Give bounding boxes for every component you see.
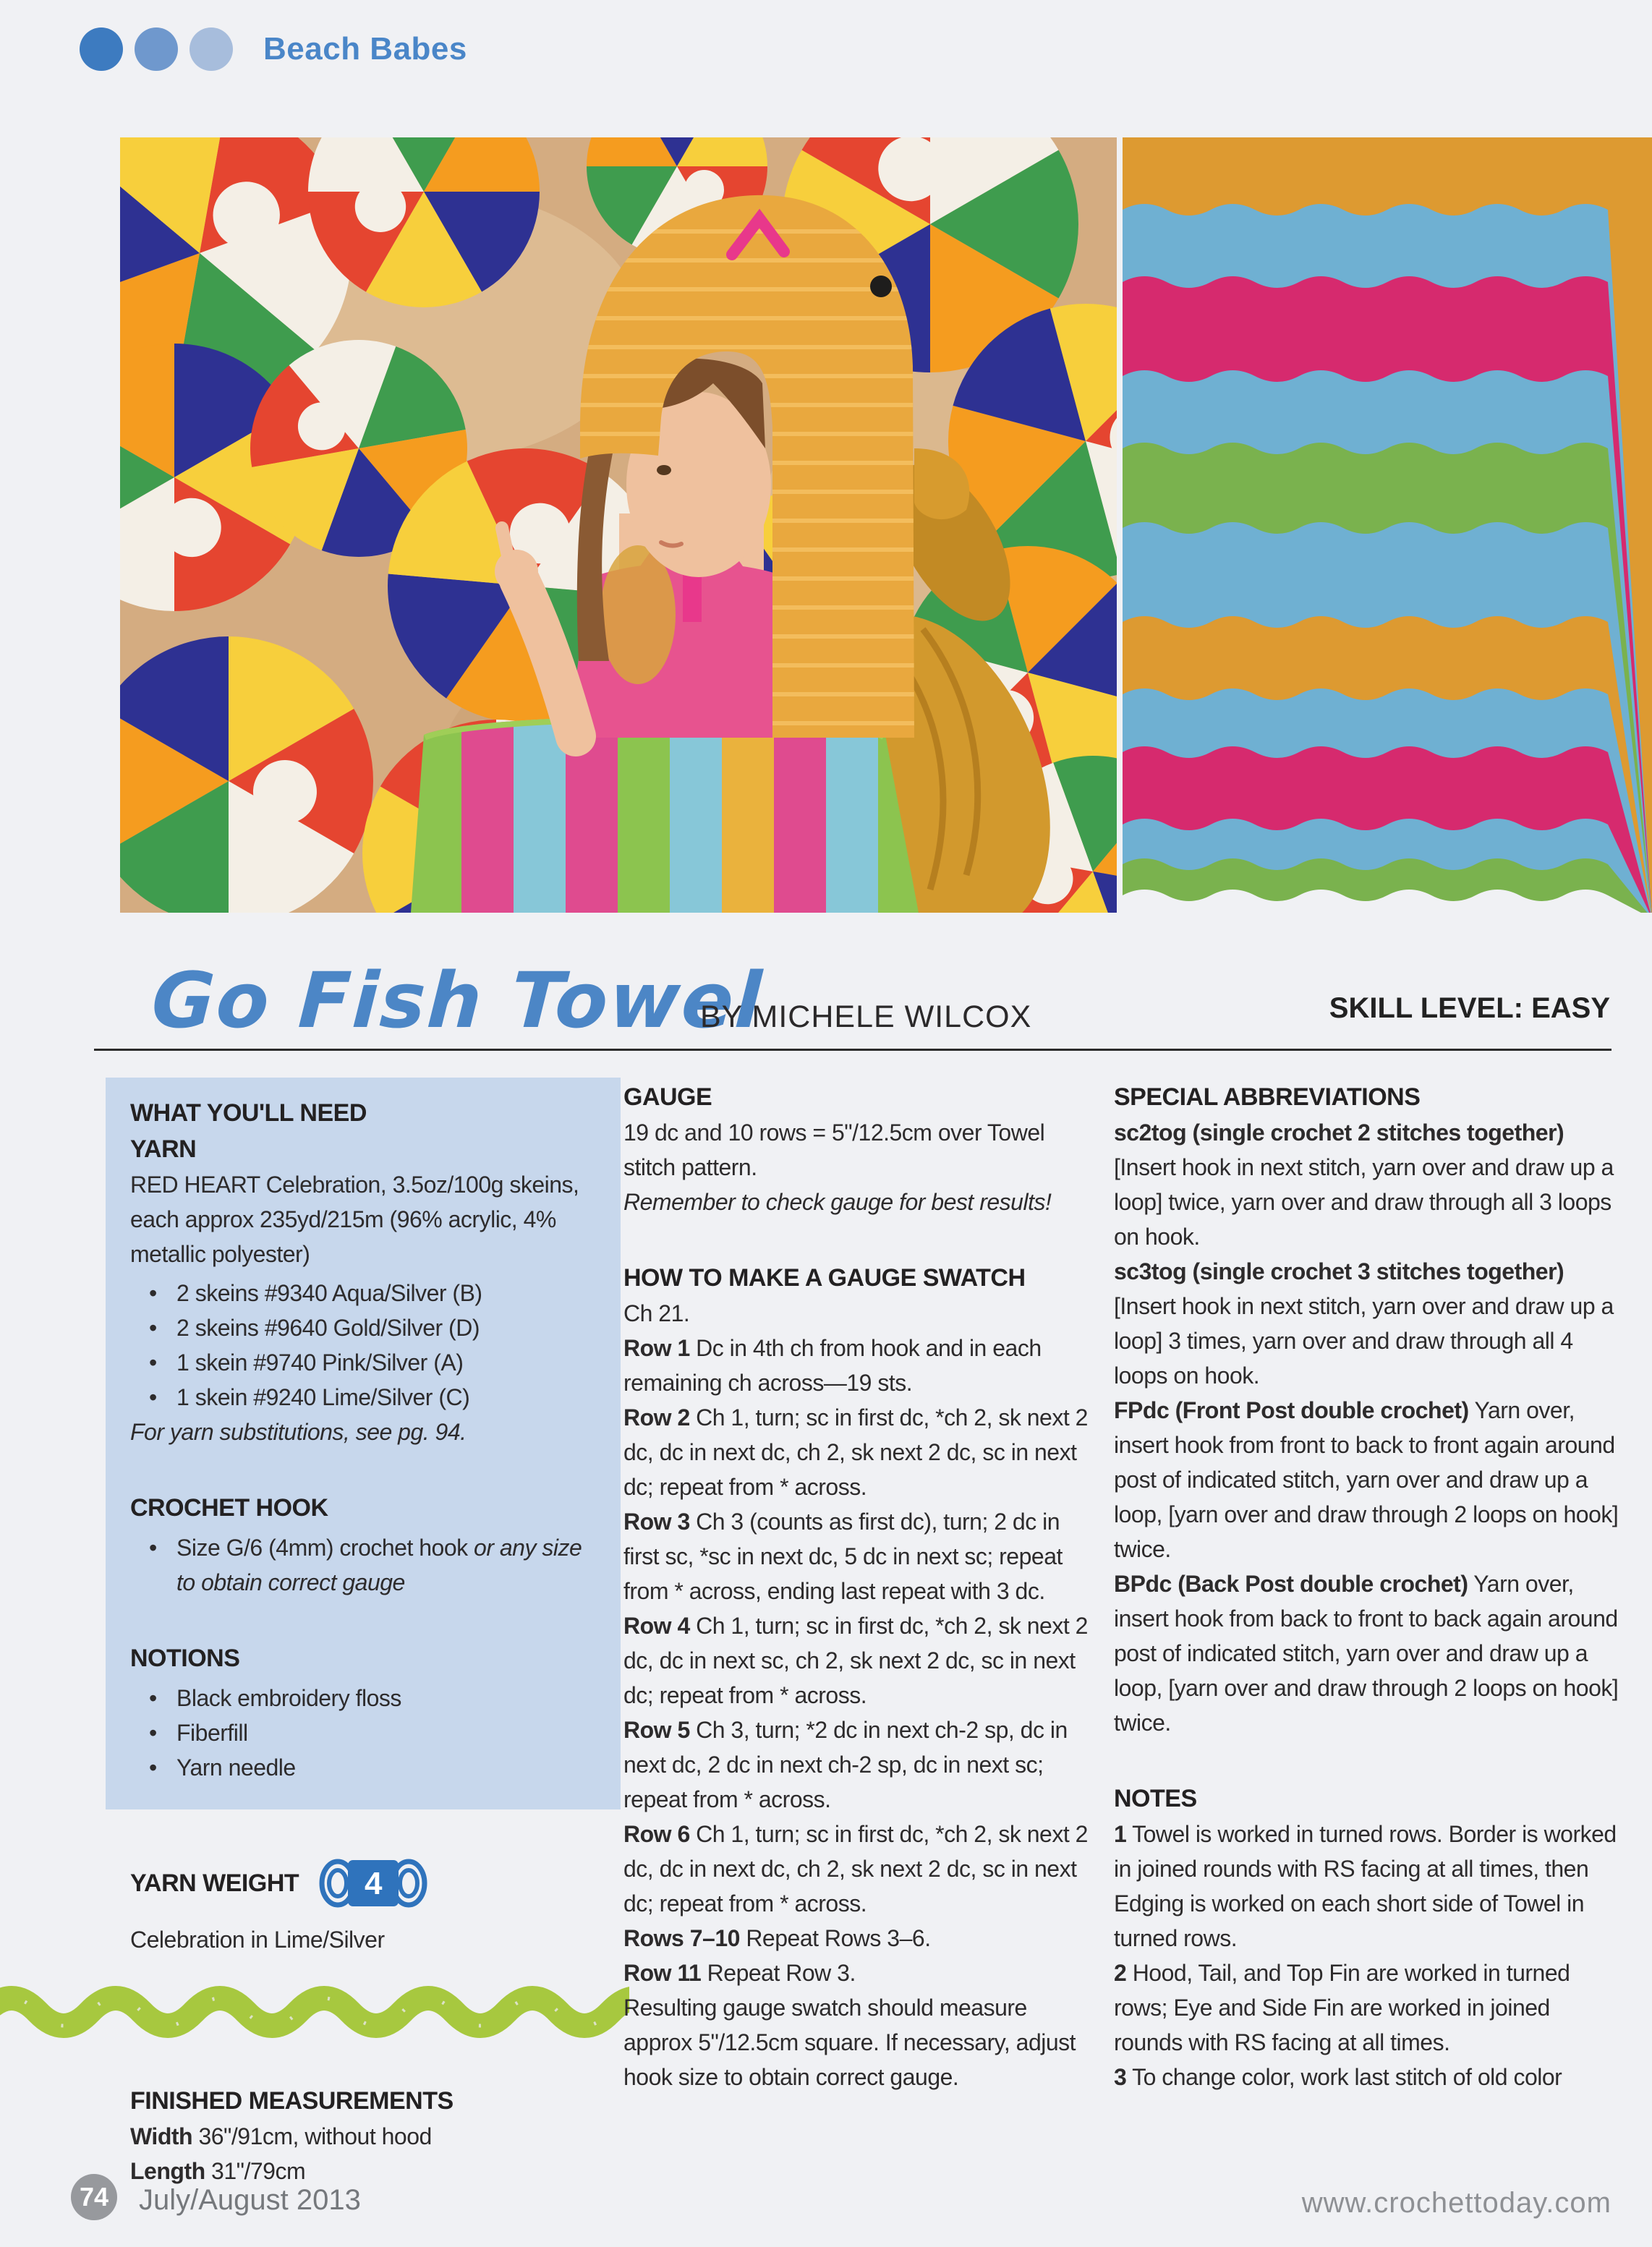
row-instruction xyxy=(623,1713,1099,1817)
row-label: Rows 7–10 xyxy=(623,1925,740,1951)
substitution-note: For yarn substitutions, see pg. 94. xyxy=(130,1419,467,1445)
note-item xyxy=(1114,2060,1622,2094)
length-label: Length xyxy=(130,2158,205,2184)
abbreviations-column xyxy=(1114,1079,1622,2094)
notions-list xyxy=(130,1681,596,1785)
gauge-text: 19 dc and 10 rows = 5"/12.5cm over Towel stitch pattern. xyxy=(623,1120,1045,1180)
swatch-heading: HOW TO MAKE A GAUGE SWATCH xyxy=(623,1264,1026,1292)
abbreviation-definition: [Insert hook in next stitch, yarn over and draw up a loop] 3 times, yarn over and draw through all 4 loops on hook. xyxy=(1114,1293,1614,1389)
row-text: Ch 1, turn; sc in first dc, *ch 2, sk next 2 dc, dc in next dc, ch 2, sk next 2 dc, sc in next dc; repeat from * across. xyxy=(623,1404,1088,1500)
row-label: Row 3 xyxy=(623,1509,690,1535)
note-item xyxy=(1114,1956,1622,2060)
photo-girl-fish-towel xyxy=(120,137,1117,913)
abbreviations-heading: SPECIAL ABBREVIATIONS xyxy=(1114,1083,1421,1111)
notions-heading: NOTIONS xyxy=(130,1645,240,1672)
abbreviation-term: sc3tog (single crochet 3 stitches together) xyxy=(1114,1258,1564,1284)
abbreviation-definition: [Insert hook in next stitch, yarn over and draw up a loop] twice, yarn over and draw through all 3 loops on hook. xyxy=(1114,1154,1614,1250)
swatch-intro: Ch 21. xyxy=(623,1300,690,1326)
row-label: Row 11 xyxy=(623,1960,702,1986)
section-header xyxy=(80,27,467,71)
abbreviation-item xyxy=(1114,1566,1622,1740)
row-instruction xyxy=(623,1956,1099,1990)
row-instruction xyxy=(623,1400,1099,1504)
page-title: Go Fish Towel xyxy=(149,956,765,1045)
skill-level: SKILL LEVEL: EASY xyxy=(1329,992,1610,1024)
header-dot-icon xyxy=(190,27,233,71)
hook-heading: CROCHET HOOK xyxy=(130,1494,328,1522)
measurements-heading: FINISHED MEASUREMENTS xyxy=(130,2087,454,2115)
width-value: 36"/91cm, without hood xyxy=(192,2123,432,2149)
abbreviation-definition: Yarn over, insert hook from front to back to front again around post of indicated stitch, yarn over and draw up a loop, [yarn over and draw through 2 loops on hook] twice. xyxy=(1114,1397,1619,1562)
note-item xyxy=(1114,1817,1622,1956)
yarn-weight-caption: Celebration in Lime/Silver xyxy=(130,1927,385,1953)
row-instruction xyxy=(623,1921,1099,1956)
girl-fish-towel-illustration xyxy=(120,137,1117,913)
abbreviation-term: BPdc (Back Post double crochet) xyxy=(1114,1571,1468,1597)
row-label: Row 4 xyxy=(623,1613,690,1639)
hook-item-italic: or any size to obtain correct gauge xyxy=(176,1535,582,1595)
yarn-weight-block xyxy=(130,1849,621,1918)
note-number: 3 xyxy=(1114,2064,1127,2090)
abbreviation-term: sc2tog (single crochet 2 stitches together) xyxy=(1114,1120,1564,1146)
row-text: Ch 1, turn; sc in first dc, *ch 2, sk next 2 dc, dc in next dc, ch 2, sk next 2 dc, sc in next dc; repeat from * across. xyxy=(623,1821,1088,1916)
notion-item: • Fiberfill xyxy=(176,1715,596,1750)
note-text: To change color, work last stitch of old color xyxy=(1126,2064,1562,2090)
row-label: Row 1 xyxy=(623,1335,690,1361)
yarn-weight-icon xyxy=(319,1849,427,1918)
row-text: Ch 1, turn; sc in first dc, *ch 2, sk next 2 dc, dc in next sc, ch 2, sk next 2 dc, sc in next dc; repeat from * across. xyxy=(623,1613,1088,1708)
yarn-item: • 1 skein #9740 Pink/Silver (A) xyxy=(176,1345,596,1380)
note-text: Hood, Tail, and Top Fin are worked in turned rows; Eye and Side Fin are worked in joined rounds with RS facing at all times. xyxy=(1114,1960,1570,2055)
section-label: Beach Babes xyxy=(263,31,467,67)
row-label: Row 2 xyxy=(623,1404,690,1431)
yarn-item: • 2 skeins #9340 Aqua/Silver (B) xyxy=(176,1276,596,1310)
yarn-intro: RED HEART Celebration, 3.5oz/100g skeins, each approx 235yd/215m (96% acrylic, 4% metallic polyester) xyxy=(130,1172,579,1267)
header-dot-icon xyxy=(135,27,178,71)
gauge-reminder: Remember to check gauge for best results! xyxy=(623,1189,1052,1215)
divider-rule xyxy=(94,1049,1611,1051)
materials-panel xyxy=(106,1078,621,1809)
row-text: Dc in 4th ch from hook and in each remaining ch across—19 sts. xyxy=(623,1335,1042,1396)
abbreviation-term: FPdc (Front Post double crochet) xyxy=(1114,1397,1469,1423)
note-number: 1 xyxy=(1114,1821,1127,1847)
materials-column xyxy=(106,1078,621,2188)
issue-date: July/August 2013 xyxy=(139,2184,361,2216)
yarn-item: • 1 skein #9240 Lime/Silver (C) xyxy=(176,1380,596,1415)
hook-list xyxy=(130,1530,596,1600)
abbreviation-item xyxy=(1114,1393,1622,1566)
row-instruction xyxy=(623,1504,1099,1608)
row-label: Row 5 xyxy=(623,1717,690,1743)
row-instruction xyxy=(623,1331,1099,1400)
note-text: Towel is worked in turned rows. Border is worked in joined rounds with RS facing at all times, then Edging is worked on each short side of Towel in turned rows. xyxy=(1114,1821,1617,1951)
abbreviation-item xyxy=(1114,1254,1622,1393)
row-text: Ch 3, turn; *2 dc in next ch-2 sp, dc in next dc, 2 dc in next ch-2 sp, dc in next sc; repeat from * across. xyxy=(623,1717,1068,1812)
notion-item: • Yarn needle xyxy=(176,1750,596,1785)
yarn-weight-number: 4 xyxy=(365,1866,383,1901)
stitch-swatch-illustration xyxy=(1123,137,1652,913)
photo-stitch-swatch xyxy=(1123,137,1652,913)
gauge-column xyxy=(623,1079,1099,2094)
page-number-badge: 74 xyxy=(71,2174,117,2220)
header-dot-icon xyxy=(80,27,123,71)
row-instruction xyxy=(623,1608,1099,1713)
note-number: 2 xyxy=(1114,1960,1127,1986)
yarn-item: • 2 skeins #9640 Gold/Silver (D) xyxy=(176,1310,596,1345)
row-instruction xyxy=(623,1817,1099,1921)
row-text: Ch 3 (counts as first dc), turn; 2 dc in first sc, *sc in next dc, 5 dc in next sc; repeat from * across, ending last repeat with 3 dc. xyxy=(623,1509,1063,1604)
yarn-list xyxy=(130,1276,596,1415)
materials-heading: WHAT YOU'LL NEED xyxy=(130,1099,367,1127)
gauge-closing: Resulting gauge swatch should measure approx 5"/12.5cm square. If necessary, adjust hook size to obtain correct gauge. xyxy=(623,1995,1076,2090)
byline: BY MICHELE WILCOX xyxy=(700,999,1032,1034)
notes-heading: NOTES xyxy=(1114,1785,1197,1812)
measurement-length xyxy=(130,2154,621,2188)
length-value: 31"/79cm xyxy=(205,2158,306,2184)
row-label: Row 6 xyxy=(623,1821,690,1847)
hook-item xyxy=(176,1530,596,1600)
row-text: Repeat Row 3. xyxy=(701,1960,856,1986)
width-label: Width xyxy=(130,2123,193,2149)
abbreviation-item xyxy=(1114,1115,1622,1254)
striped-towel xyxy=(409,709,930,913)
website-url: www.crochettoday.com xyxy=(1301,2187,1611,2219)
ricrac-ribbon xyxy=(0,1982,629,2042)
fish-eye xyxy=(870,276,892,297)
hook-item-text: Size G/6 (4mm) crochet hook xyxy=(176,1535,474,1561)
abbreviation-definition: Yarn over, insert hook from back to front to back again around post of indicated stitch, yarn over and draw up a loop, [yarn over and draw through 2 loops on hook] twice. xyxy=(1114,1571,1619,1736)
row-text: Repeat Rows 3–6. xyxy=(739,1925,931,1951)
yarn-weight-heading: YARN WEIGHT xyxy=(130,1869,299,1897)
yarn-heading: YARN xyxy=(130,1135,197,1163)
gauge-heading: GAUGE xyxy=(623,1083,712,1111)
measurement-width xyxy=(130,2119,621,2154)
notion-item: • Black embroidery floss xyxy=(176,1681,596,1715)
